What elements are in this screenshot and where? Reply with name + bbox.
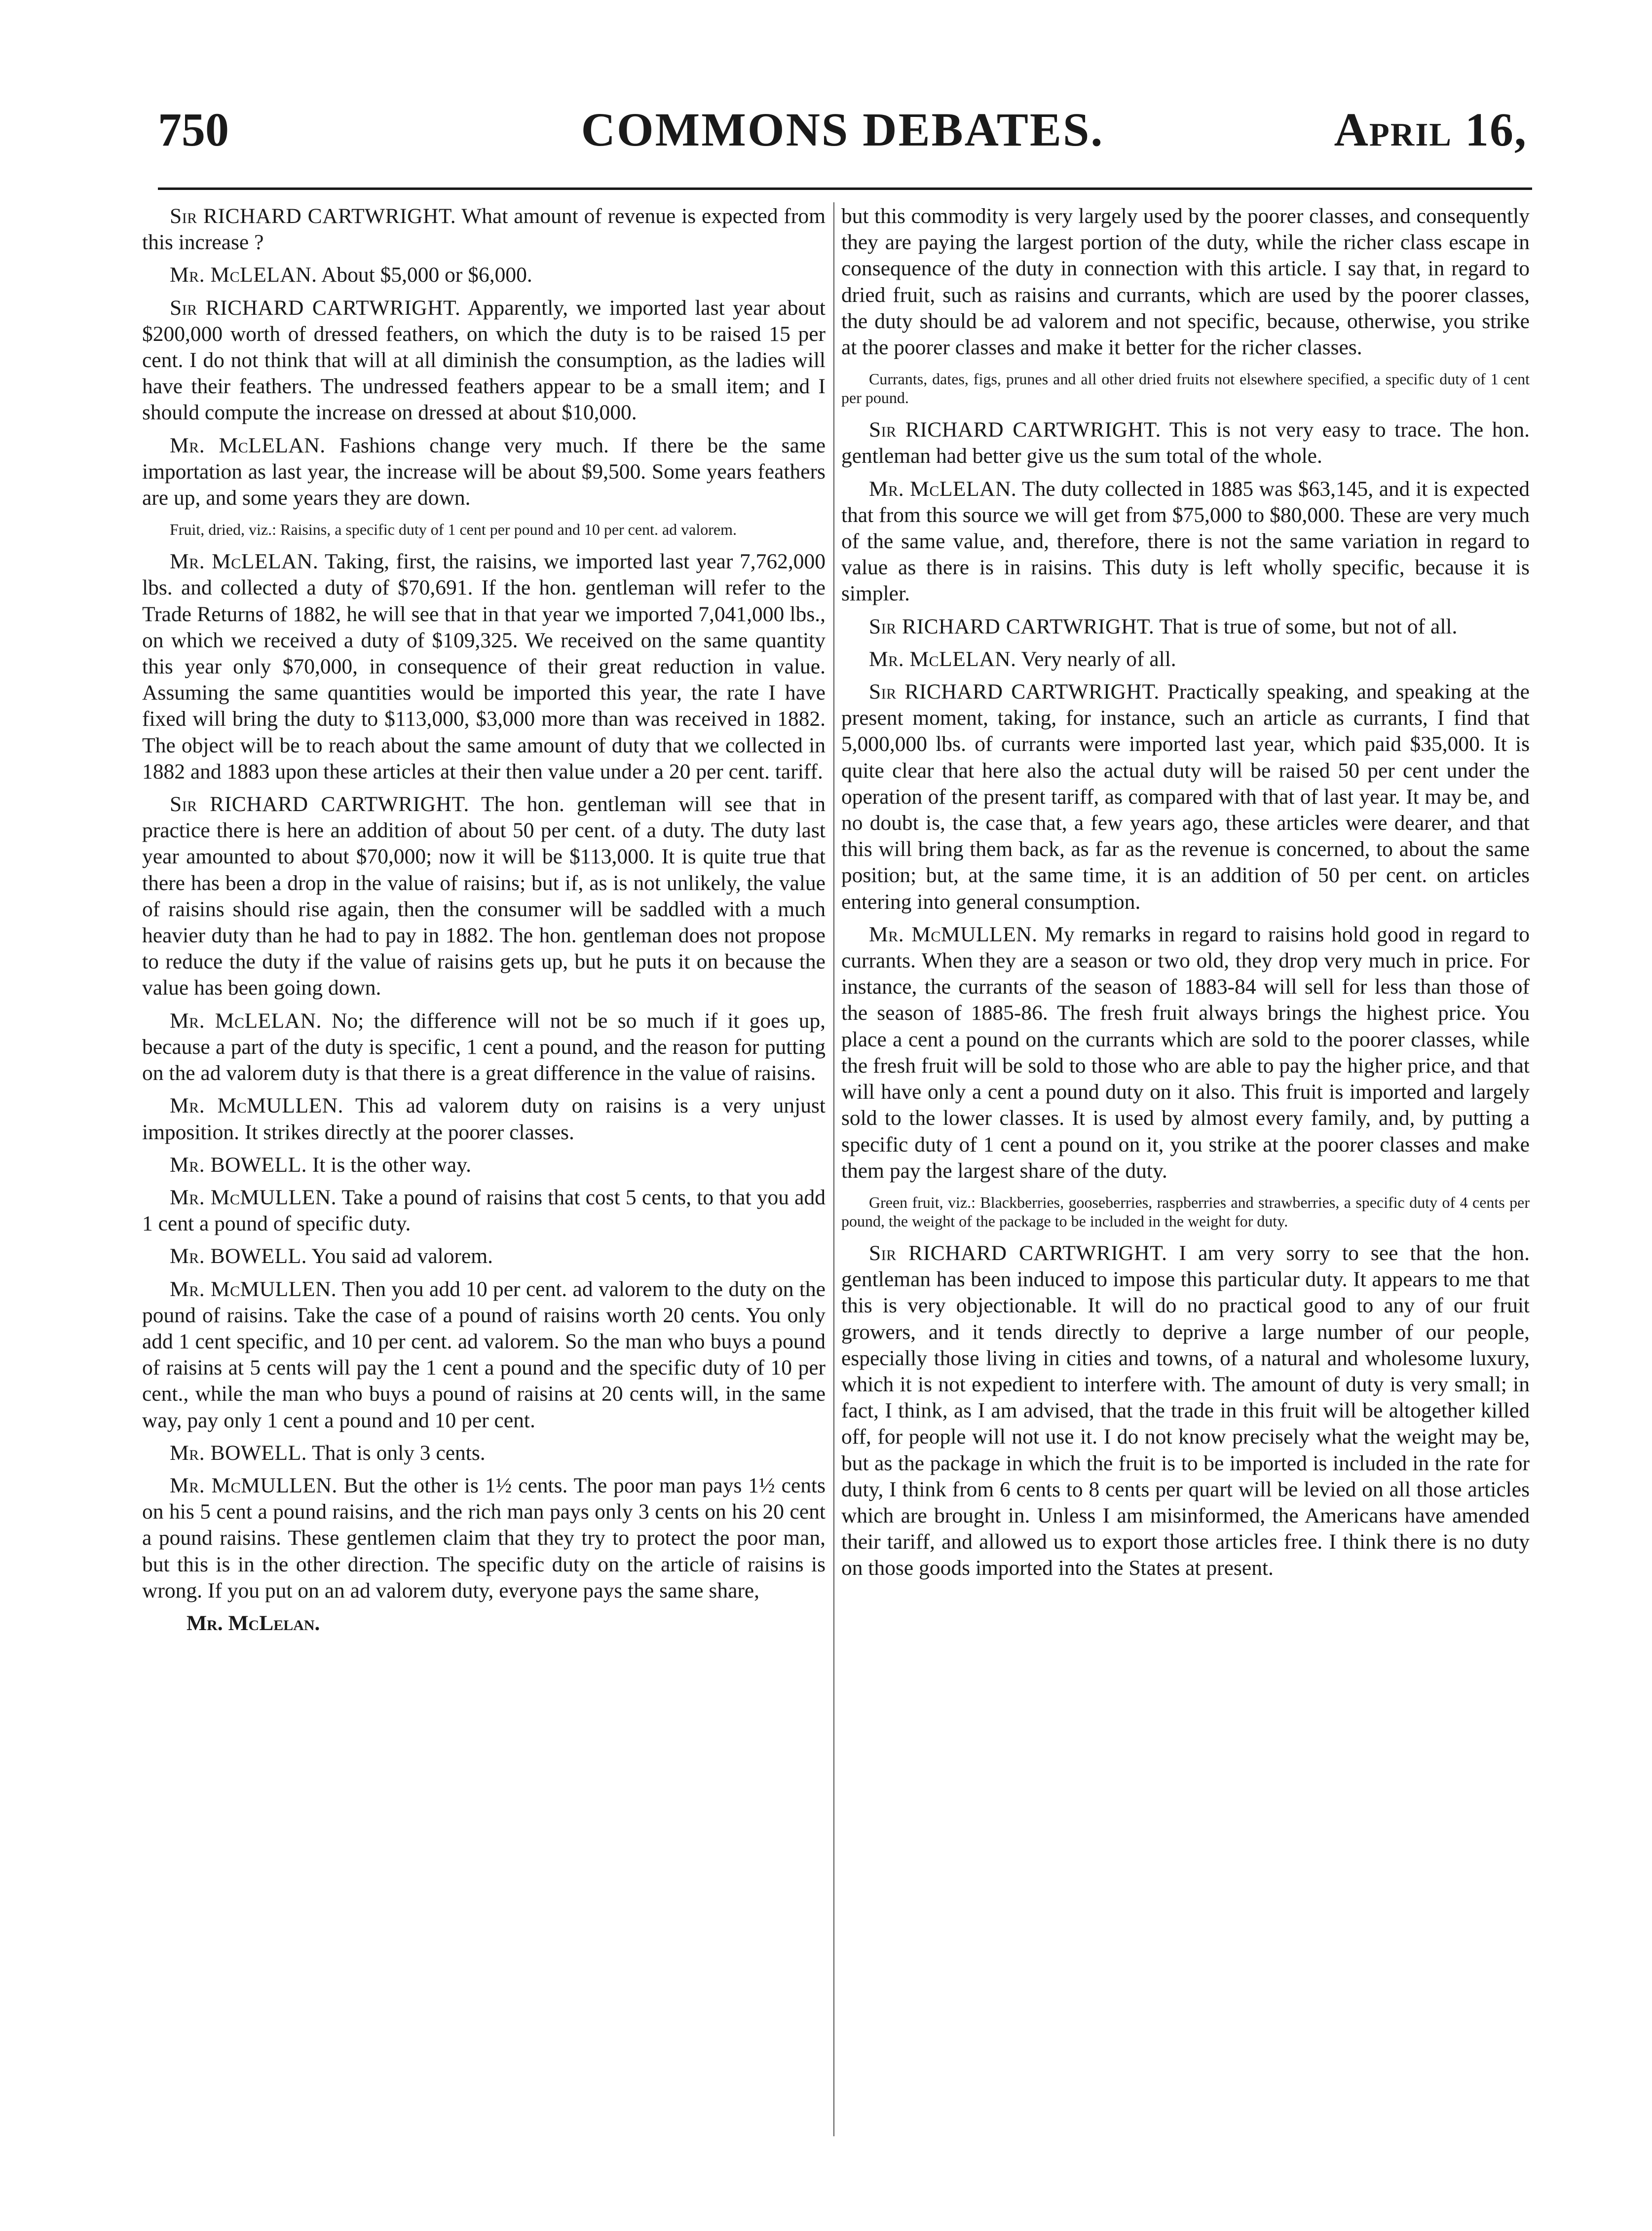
page-header: [158, 103, 1527, 175]
speech-text: No; the difference will not be so much if it goes up, because a part of the duty is specific, 1 cent a pound, and the reason for putting on the ad valorem duty is that there is a great difference in the value of raisins.: [142, 1008, 826, 1085]
speaker-name: Sir RICHARD CARTWRIGHT.: [869, 418, 1161, 442]
speaker-name: Mr. McMULLEN.: [170, 1277, 337, 1301]
speech-text: I am very sorry to see that the hon. gentleman has been induced to impose this particular duty. It appears to me that this is very objectionable. It will do no practical good to any of our fruit growers, and it tends directly to deprive a large number of our people, especially those living in cities and towns, of a natural and wholesome luxury, which it is not expedient to interfere with. The amount of duty is very small; in fact, I think, as I am advised, that the trade in this fruit will be altogether killed off, for people will not use it. I do not know precisely what the weight may be, but as the package in which the fruit is to be imported is included in the rate for duty, I think from 6 cents to 8 cents per quart will be levied on all those articles which are brought in. Unless I am misinformed, the Americans have amended their tariff, and allowed us to export those articles free. I think there is no duty on those goods imported into the States at present.: [841, 1241, 1530, 1580]
speech-text: Very nearly of all.: [1016, 647, 1176, 671]
speech-paragraph: [142, 203, 826, 256]
speech-text: It is the other way.: [307, 1153, 472, 1177]
speech-paragraph: [142, 1276, 826, 1434]
speech-text: Practically speaking, and speaking at the present moment, taking, for instance, such an article as currants, I find that 5,000,000 lbs. of currants were imported last year, which paid $35,000. It is quite clear that here also the actual duty will be raised 50 per cent under the operation of the present tariff, as compared with that of last year. It may be, and no doubt is, the case that, a few years ago, these articles were dearer, and that this will bring them back, as far as the revenue is concerned, to about the same position; but, at the same time, it is an addition of 50 per cent. on articles entering into general consumption.: [841, 680, 1530, 914]
speech-paragraph: [841, 679, 1530, 915]
speaker-name: Sir RICHARD CARTWRIGHT.: [869, 1241, 1167, 1265]
right-column: [841, 203, 1530, 1588]
speech-text: Apparently, we imported last year about $200,000 worth of dressed feathers, on which the duty is to be raised 15 per cent. I do not think that will at all diminish the consumption, as the ladies will have their feathers. The undressed feathers appear to be a small item; and I should compute the increase on dressed at about $10,000.: [142, 296, 826, 425]
speaker-name: Sir RICHARD CARTWRIGHT.: [869, 680, 1160, 704]
speaker-name: Sir RICHARD CARTWRIGHT.: [869, 614, 1155, 638]
tariff-item: Currants, dates, figs, prunes and all other dried fruits not elsewhere specified, a specific duty of 1 cent per pound.: [841, 370, 1530, 407]
speech-text: My remarks in regard to raisins hold good in regard to currants. When they are a season or two old, they drop very much in price. For instance, the currants of the season of 1883-84 will sell for less than those of the season of 1885-86. The fresh fruit always brings the highest price. You place a cent a pound on the currants which are sold to the poorer classes, while the fresh fruit will be sold to those who are able to pay the higher price, and that will have only a cent a pound duty on it also. This fruit is imported and largely sold to the lower classes. It is used by almost every family, and, by putting a specific duty of 1 cent a pound on it, you strike at the poorer classes and make them pay the largest share of the duty.: [841, 922, 1530, 1183]
speech-paragraph: [142, 549, 826, 785]
speaker-name: Mr. McLELAN.: [170, 433, 326, 457]
speaker-name: Mr. McMULLEN.: [170, 1185, 337, 1209]
speech-text: You said ad valorem.: [307, 1244, 493, 1268]
speech-text: That is true of some, but not of all.: [1154, 614, 1458, 638]
speech-text: Taking, first, the raisins, we imported last year 7,762,000 lbs. and collected a duty of $70,691. If the hon. gentleman will refer to the Trade Returns of 1882, he will see that in that year we imported 7,041,000 lbs., on which we received a duty of $109,325. We received on the same quantity this year only $70,000, in consequence of their great reduction in value. Assuming the same quantities would be imported this year, the rate I have fixed will bring the duty to $113,000, $3,000 more than was received in 1882. The object will be to reach about the same amount of duty that we collected in 1882 and 1883 upon these articles at their then value under a 20 per cent. tariff.: [142, 550, 826, 783]
speech-text: But the other is 1½ cents. The poor man pays 1½ cents on his 5 cent a pound raisins, and the rich man pays only 3 cents on his 20 cent a pound raisins. These gentlemen claim that they try to protect the poor man, but this is in the other direction. The specific duty on the article of raisins is wrong. If you put on an ad valorem duty, everyone pays the same share,: [142, 1473, 826, 1602]
speech-text: The hon. gentleman will see that in practice there is here an addition of about 50 per cent. of a duty. The duty last year amounted to about $70,000; now it will be $113,000. It is quite true that there has been a drop in the value of raisins; but if, as is not unlikely, the value of raisins should rise again, then the consumer will be saddled with a much heavier duty than he had to pay in 1882. The hon. gentleman does not propose to reduce the duty if the value of raisins gets up, but he puts it on because the value has been going down.: [142, 792, 826, 1000]
speech-paragraph: [142, 1440, 826, 1466]
speech-text: This ad valorem duty on raisins is a very unjust imposition. It strikes directly at the poorer classes.: [142, 1094, 826, 1144]
speech-paragraph: [841, 614, 1530, 640]
speech-text: That is only 3 cents.: [307, 1441, 486, 1465]
speaker-name: Mr. McLELAN.: [170, 263, 317, 287]
speaker-name: Mr. McLELAN.: [170, 1008, 322, 1033]
speech-paragraph: [142, 1243, 826, 1269]
speech-text: What amount of revenue is expected from this increase ?: [142, 204, 826, 255]
speaker-name: Mr. BOWELL.: [170, 1153, 307, 1177]
speech-paragraph: [142, 1093, 826, 1145]
page-title: COMMONS DEBATES.: [581, 103, 1104, 156]
speech-text: The duty collected in 1885 was $63,145, and it is expected that from this source we will get from $75,000 to $80,000. These are very much of the same value, and, therefore, there is not the same variation in regard to value as there is in raisins. This duty is left wholly specific, because it is simpler.: [841, 477, 1530, 606]
speech-paragraph: [841, 1240, 1530, 1582]
column-divider: [833, 202, 834, 2136]
speaker-name: Mr. McMULLEN.: [170, 1094, 343, 1118]
speaker-name: Sir RICHARD CARTWRIGHT.: [170, 296, 461, 320]
header-rule: [158, 187, 1532, 190]
left-column: [142, 203, 826, 1636]
speech-paragraph: [142, 1008, 826, 1087]
page-number: 750: [158, 103, 229, 156]
speech-paragraph: [142, 433, 826, 512]
speech-paragraph: [841, 646, 1530, 672]
speech-paragraph: [142, 295, 826, 426]
speaker-name: Mr. BOWELL.: [170, 1441, 307, 1465]
speaker-name: Mr. McMULLEN.: [170, 1473, 338, 1497]
catchword-signature: Mr. McLelan.: [187, 1611, 320, 1635]
speech-paragraph: [142, 262, 826, 288]
speaker-name: Sir RICHARD CARTWRIGHT.: [170, 792, 469, 817]
speaker-name: Mr. McMULLEN.: [869, 922, 1038, 946]
speech-continuation: but this commodity is very largely used by the poorer classes, and consequently they are paying the largest portion of the duty, while the richer class escape in consequence of the duty in connection with this article. I say that, in regard to dried fruit, such as raisins and currants, which are used by the poorer classes, the duty should be ad valorem and not specific, because, otherwise, you strike at the poorer classes and make it better for the richer classes.: [841, 204, 1530, 360]
speech-text: About $5,000 or $6,000.: [317, 263, 532, 287]
speech-text: Take a pound of raisins that cost 5 cents, to that you add 1 cent a pound of specific duty.: [142, 1185, 826, 1236]
speech-paragraph: [841, 922, 1530, 1184]
speech-paragraph: [841, 476, 1530, 607]
tariff-item: Green fruit, viz.: Blackberries, gooseberries, raspberries and strawberries, a specific duty of 4 cents per pound, the weight of the package to be included in the weight for duty.: [841, 1193, 1530, 1230]
speech-text: Then you add 10 per cent. ad valorem to the duty on the pound of raisins. Take the case of a pound of raisins worth 20 cents. You only add 1 cent specific, and 10 per cent. ad valorem. So the man who buys a pound of raisins at 5 cents will pay the 1 cent a pound and the specific duty of 10 per cent., while the man who buys a pound of raisins at 20 cents will, in the same way, pay only 1 cent a pound and 10 per cent.: [142, 1277, 826, 1432]
speech-paragraph: [841, 417, 1530, 469]
speech-paragraph: [142, 1152, 826, 1178]
speaker-name: Mr. McLELAN.: [869, 647, 1016, 671]
speech-paragraph: [142, 1473, 826, 1604]
speech-paragraph: [142, 1185, 826, 1237]
speech-paragraph: [142, 791, 826, 1002]
page-date: April 16,: [1334, 103, 1527, 156]
speech-text: Fashions change very much. If there be the same importation as last year, the increase will be about $9,500. Some years feathers are up, and some years they are down.: [142, 433, 826, 510]
speaker-name: Mr. McLELAN.: [170, 550, 319, 574]
speaker-name: Mr. McLELAN.: [869, 477, 1017, 501]
speech-text: This is not very easy to trace. The hon. gentleman had better give us the sum total of the whole.: [841, 418, 1530, 468]
speaker-name: Mr. BOWELL.: [170, 1244, 307, 1268]
tariff-item: Fruit, dried, viz.: Raisins, a specific duty of 1 cent per pound and 10 per cent. ad valorem.: [170, 521, 737, 539]
speaker-name: Sir RICHARD CARTWRIGHT.: [170, 204, 456, 228]
